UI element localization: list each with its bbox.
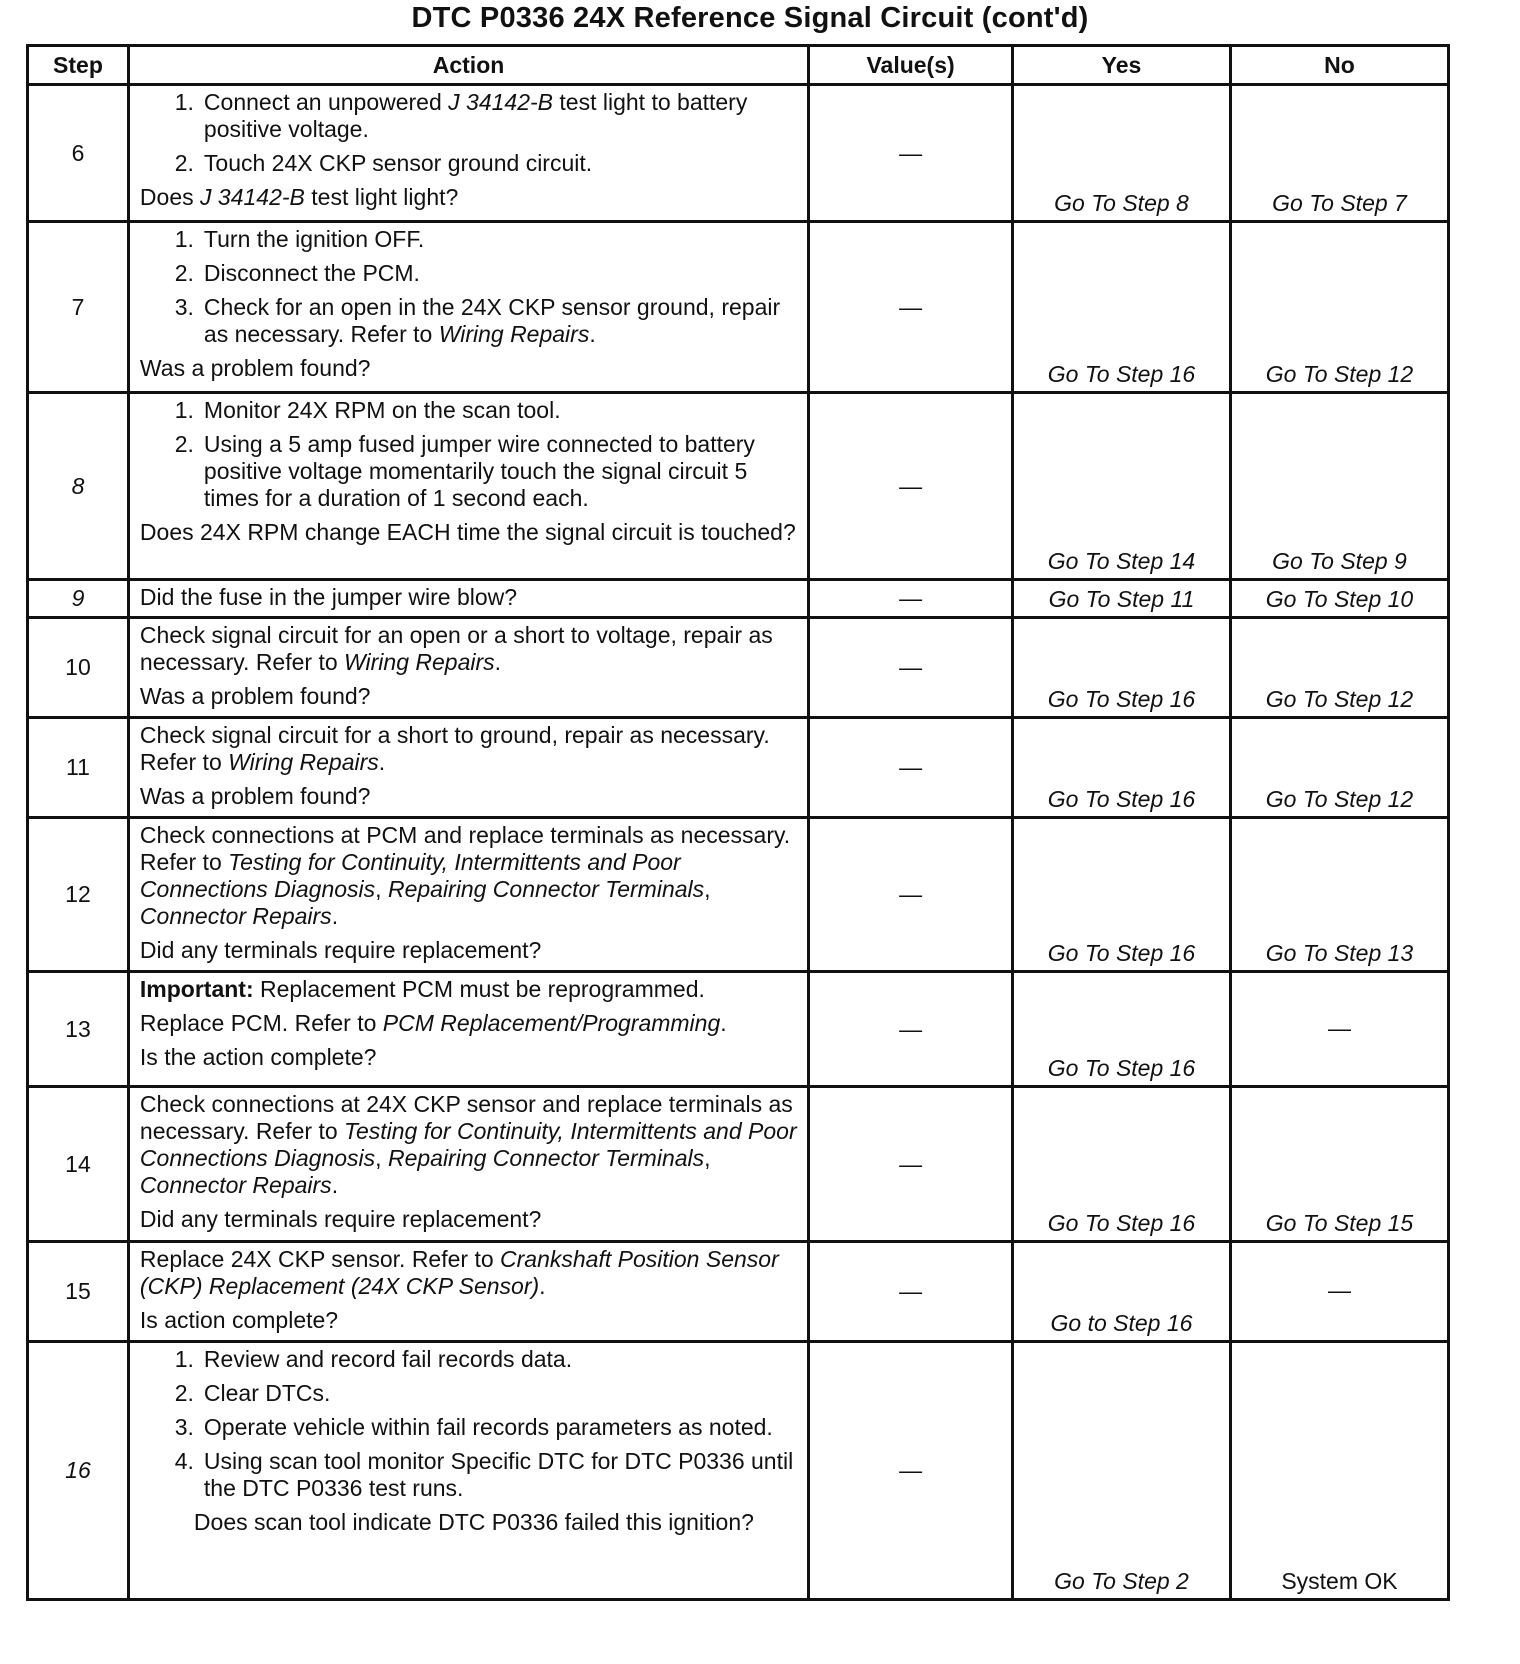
action-cell: [128, 818, 808, 972]
action-question: Was a problem found?: [139, 355, 371, 381]
action-cell: [128, 393, 808, 580]
action-substep: 2. Touch 24X CKP sensor ground circuit.: [174, 150, 593, 176]
yes-cell: Go To Step 11: [1013, 580, 1231, 618]
action-cell: [128, 580, 808, 618]
action-cell: [128, 718, 808, 818]
important-note: Important: Replacement PCM must be reprogrammed.: [139, 976, 705, 1002]
no-cell: Go To Step 10: [1230, 580, 1448, 618]
yes-cell: Go To Step 8: [1013, 85, 1231, 222]
action-question: Does J 34142-B test light light?: [139, 184, 459, 210]
value-cell: —: [809, 85, 1013, 222]
yes-cell: Go To Step 16: [1013, 818, 1231, 972]
action-substep: 2. Clear DTCs.: [174, 1380, 331, 1406]
step-number: 9: [28, 580, 129, 618]
action-cell: [128, 618, 808, 718]
no-cell: System OK: [1230, 1342, 1448, 1600]
yes-cell: Go To Step 2: [1013, 1342, 1231, 1600]
action-text: Check connections at PCM and replace terminals as necessary. Refer to Testing for Continuity, Intermittents and Poor Connections Diagnosis, Repairing Connector Terminals, Connector Repairs.: [139, 822, 791, 929]
action-question: Is the action complete?: [139, 1044, 377, 1070]
value-cell: —: [809, 393, 1013, 580]
action-cell: [128, 972, 808, 1087]
yes-cell: Go To Step 16: [1013, 972, 1231, 1087]
page-title: DTC P0336 24X Reference Signal Circuit (cont'd): [411, 2, 1089, 34]
action-substep: 3. Operate vehicle within fail records parameters as noted.: [174, 1414, 773, 1440]
value-cell: —: [809, 580, 1013, 618]
yes-cell: Go To Step 16: [1013, 618, 1231, 718]
action-substep: 1. Connect an unpowered J 34142-B test light to battery positive voltage.: [174, 89, 748, 142]
action-text: Check signal circuit for a short to ground, repair as necessary. Refer to Wiring Repairs.: [139, 722, 770, 775]
no-cell: Go To Step 9: [1230, 393, 1448, 580]
value-cell: —: [809, 1242, 1013, 1342]
yes-cell: Go To Step 16: [1013, 1087, 1231, 1242]
action-question: Does scan tool indicate DTC P0336 failed this ignition?: [193, 1509, 754, 1535]
action-text: Check signal circuit for an open or a short to voltage, repair as necessary. Refer to Wiring Repairs.: [139, 622, 773, 675]
action-question: Did any terminals require replacement?: [139, 1206, 542, 1232]
header-row: [28, 46, 1449, 85]
action-cell: [128, 85, 808, 222]
table-row: [28, 85, 1449, 222]
table-row: [28, 1242, 1449, 1342]
value-cell: —: [809, 1342, 1013, 1600]
value-cell: —: [809, 972, 1013, 1087]
action-question: Does 24X RPM change EACH time the signal circuit is touched?: [139, 519, 796, 545]
action-question: Was a problem found?: [139, 683, 371, 709]
table-row: [28, 972, 1449, 1087]
action-cell: [128, 222, 808, 393]
no-cell: Go To Step 7: [1230, 85, 1448, 222]
no-cell: Go To Step 13: [1230, 818, 1448, 972]
table-row: [28, 580, 1449, 618]
action-text: Replace PCM. Refer to PCM Replacement/Programming.: [139, 1010, 727, 1036]
table-row: [28, 1342, 1449, 1600]
step-number: 12: [28, 818, 129, 972]
step-number: 6: [28, 85, 129, 222]
action-cell: [128, 1342, 808, 1600]
no-cell: Go To Step 15: [1230, 1087, 1448, 1242]
value-cell: —: [809, 618, 1013, 718]
action-substep: 4. Using scan tool monitor Specific DTC for DTC P0336 until the DTC P0336 test runs.: [174, 1448, 794, 1501]
action-text: Check connections at 24X CKP sensor and replace terminals as necessary. Refer to Testing for Continuity, Intermittents and Poor Connections Diagnosis, Repairing Connector Terminals, Connector Repairs.: [139, 1091, 797, 1198]
table-row: [28, 1087, 1449, 1242]
action-question: Did any terminals require replacement?: [139, 937, 542, 963]
action-question: Was a problem found?: [139, 783, 371, 809]
action-substep: 1. Monitor 24X RPM on the scan tool.: [174, 397, 561, 423]
no-cell: —: [1230, 972, 1448, 1087]
action-substep: 2. Disconnect the PCM.: [174, 260, 420, 286]
yes-cell: Go To Step 16: [1013, 222, 1231, 393]
yes-cell: Go To Step 16: [1013, 718, 1231, 818]
action-cell: [128, 1087, 808, 1242]
no-cell: —: [1230, 1242, 1448, 1342]
value-cell: —: [809, 818, 1013, 972]
action-substep: 1. Review and record fail records data.: [174, 1346, 573, 1372]
header-values: Value(s): [809, 46, 1013, 85]
yes-cell: Go to Step 16: [1013, 1242, 1231, 1342]
no-cell: Go To Step 12: [1230, 618, 1448, 718]
step-number: 7: [28, 222, 129, 393]
header-yes: Yes: [1013, 46, 1231, 85]
yes-cell: Go To Step 14: [1013, 393, 1231, 580]
table-row: [28, 393, 1449, 580]
step-number: 15: [28, 1242, 129, 1342]
step-number: 11: [28, 718, 129, 818]
action-substep: 1. Turn the ignition OFF.: [174, 226, 425, 252]
step-number: 8: [28, 393, 129, 580]
table-row: [28, 618, 1449, 718]
action-substep: 3. Check for an open in the 24X CKP sensor ground, repair as necessary. Refer to Wiring Repairs.: [174, 294, 781, 347]
header-no: No: [1230, 46, 1448, 85]
action-substep: 2. Using a 5 amp fused jumper wire connected to battery positive voltage momentarily touch the signal circuit 5 times for a duration of 1 second each.: [174, 431, 755, 511]
table-row: [28, 222, 1449, 393]
value-cell: —: [809, 718, 1013, 818]
header-step: Step: [28, 46, 129, 85]
action-question: Is action complete?: [139, 1307, 339, 1333]
no-cell: Go To Step 12: [1230, 222, 1448, 393]
value-cell: —: [809, 1087, 1013, 1242]
action-text: Replace 24X CKP sensor. Refer to Crankshaft Position Sensor (CKP) Replacement (24X CKP Sensor).: [139, 1246, 779, 1299]
action-cell: [128, 1242, 808, 1342]
diagnostic-table: [26, 44, 1450, 1601]
table-row: [28, 718, 1449, 818]
value-cell: —: [809, 222, 1013, 393]
step-number: 13: [28, 972, 129, 1087]
step-number: 16: [28, 1342, 129, 1600]
no-cell: Go To Step 12: [1230, 718, 1448, 818]
header-action: Action: [128, 46, 808, 85]
step-number: 10: [28, 618, 129, 718]
table-row: [28, 818, 1449, 972]
step-number: 14: [28, 1087, 129, 1242]
action-question: Did the fuse in the jumper wire blow?: [139, 584, 518, 610]
